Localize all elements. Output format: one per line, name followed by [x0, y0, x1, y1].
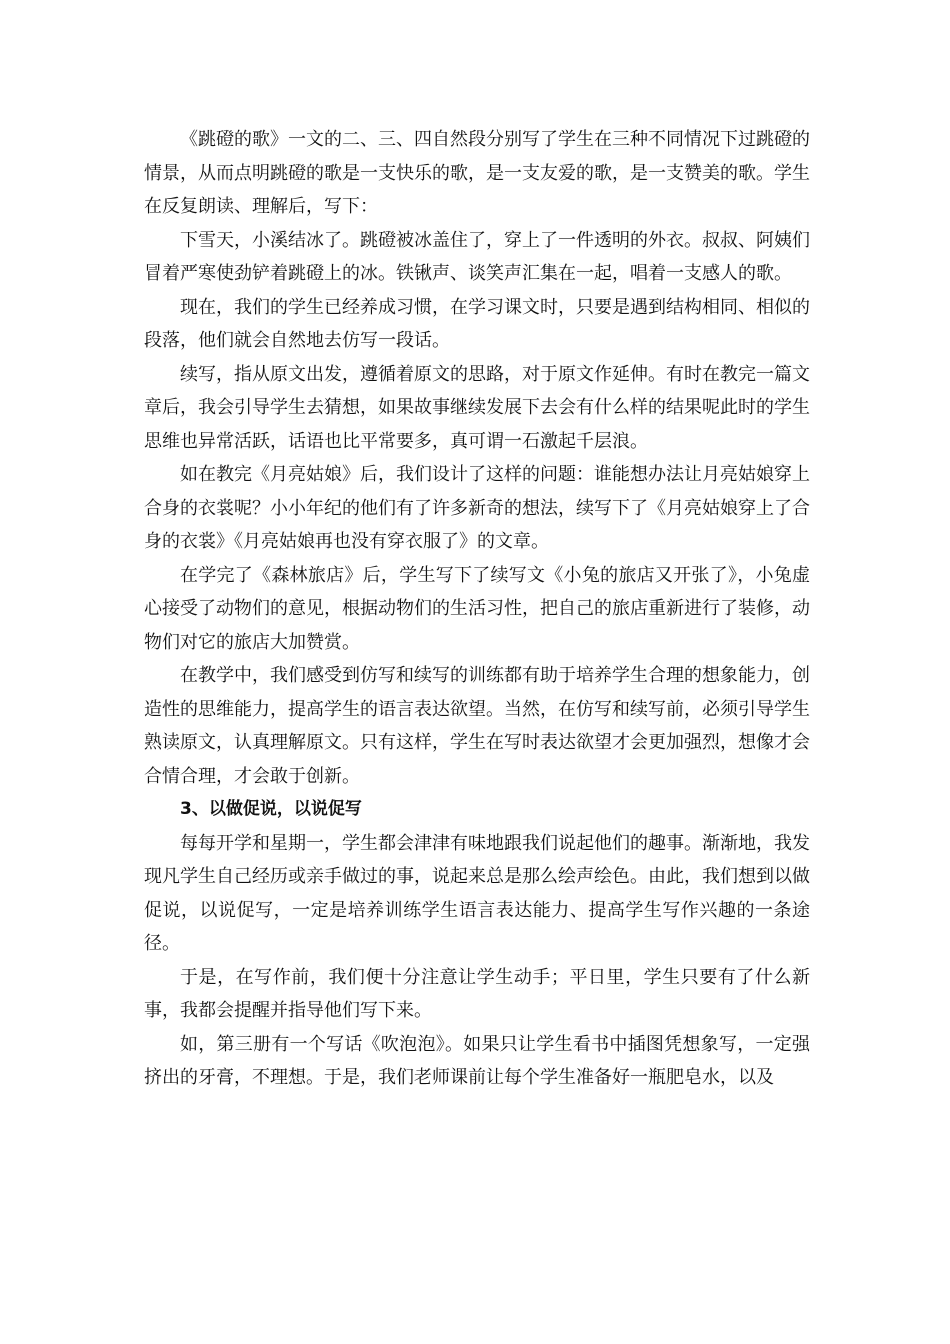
- paragraph-2: 下雪天，小溪结冰了。跳磴被冰盖住了，穿上了一件透明的外衣。叔叔、阿姨们冒着严寒使劲铲着跳磴上的冰。铁锹声、谈笑声汇集在一起，唱着一支感人的歌。: [144, 229, 810, 284]
- paragraph-3: 现在，我们的学生已经养成习惯，在学习课文时，只要是遇到结构相同、相似的段落，他们就会自然地去仿写一段话。: [144, 296, 810, 351]
- paragraph-10: 如，第三册有一个写话《吹泡泡》。如果只让学生看书中插图凭想象写，一定强挤出的牙膏，不理想。于是，我们老师课前让每个学生准备好一瓶肥皂水，以及: [144, 1033, 810, 1088]
- paragraph-4: 续写，指从原文出发，遵循着原文的思路，对于原文作延伸。有时在教完一篇文章后，我会引导学生去猜想，如果故事继续发展下去会有什么样的结果呢此时的学生思维也异常活跃，话语也比平常要多，真可谓一石激起千层浪。: [144, 363, 810, 452]
- document-body: [144, 123, 810, 1095]
- paragraph-9: 于是，在写作前，我们便十分注意让学生动手；平日里，学生只要有了什么新事，我都会提醒并指导他们写下来。: [144, 966, 810, 1021]
- section-heading: 3、以做促说，以说促写: [180, 799, 362, 819]
- paragraph-6: 在学完了《森林旅店》后，学生写下了续写文《小兔的旅店又开张了》，小兔虚心接受了动物们的意见，根据动物们的生活习性，把自己的旅店重新进行了装修，动物们对它的旅店大加赞赏。: [144, 564, 810, 653]
- paragraph-8: 每每开学和星期一，学生都会津津有味地跟我们说起他们的趣事。渐渐地，我发现凡学生自己经历或亲手做过的事，说起来总是那么绘声绘色。由此，我们想到以做促说，以说促写，一定是培养训练学生语言表达能力、提高学生写作兴趣的一条途径。: [144, 832, 810, 954]
- paragraph-1: 《跳磴的歌》一文的二、三、四自然段分别写了学生在三种不同情况下过跳磴的情景，从而点明跳磴的歌是一支快乐的歌，是一支友爱的歌，是一支赞美的歌。学生在反复朗读、理解后，写下：: [144, 129, 810, 217]
- paragraph-7: 在教学中，我们感受到仿写和续写的训练都有助于培养学生合理的想象能力，创造性的思维能力，提高学生的语言表达欲望。当然，在仿写和续写前，必须引导学生熟读原文，认真理解原文。只有这样，学生在写时表达欲望才会更加强烈，想像才会合情合理，才会敢于创新。: [144, 665, 810, 787]
- paragraph-5: 如在教完《月亮姑娘》后，我们设计了这样的问题：谁能想办法让月亮姑娘穿上合身的衣裳呢？小小年纪的他们有了许多新奇的想法，续写下了《月亮姑娘穿上了合身的衣裳》《月亮姑娘再也没有穿衣服了》的文章。: [144, 464, 810, 552]
